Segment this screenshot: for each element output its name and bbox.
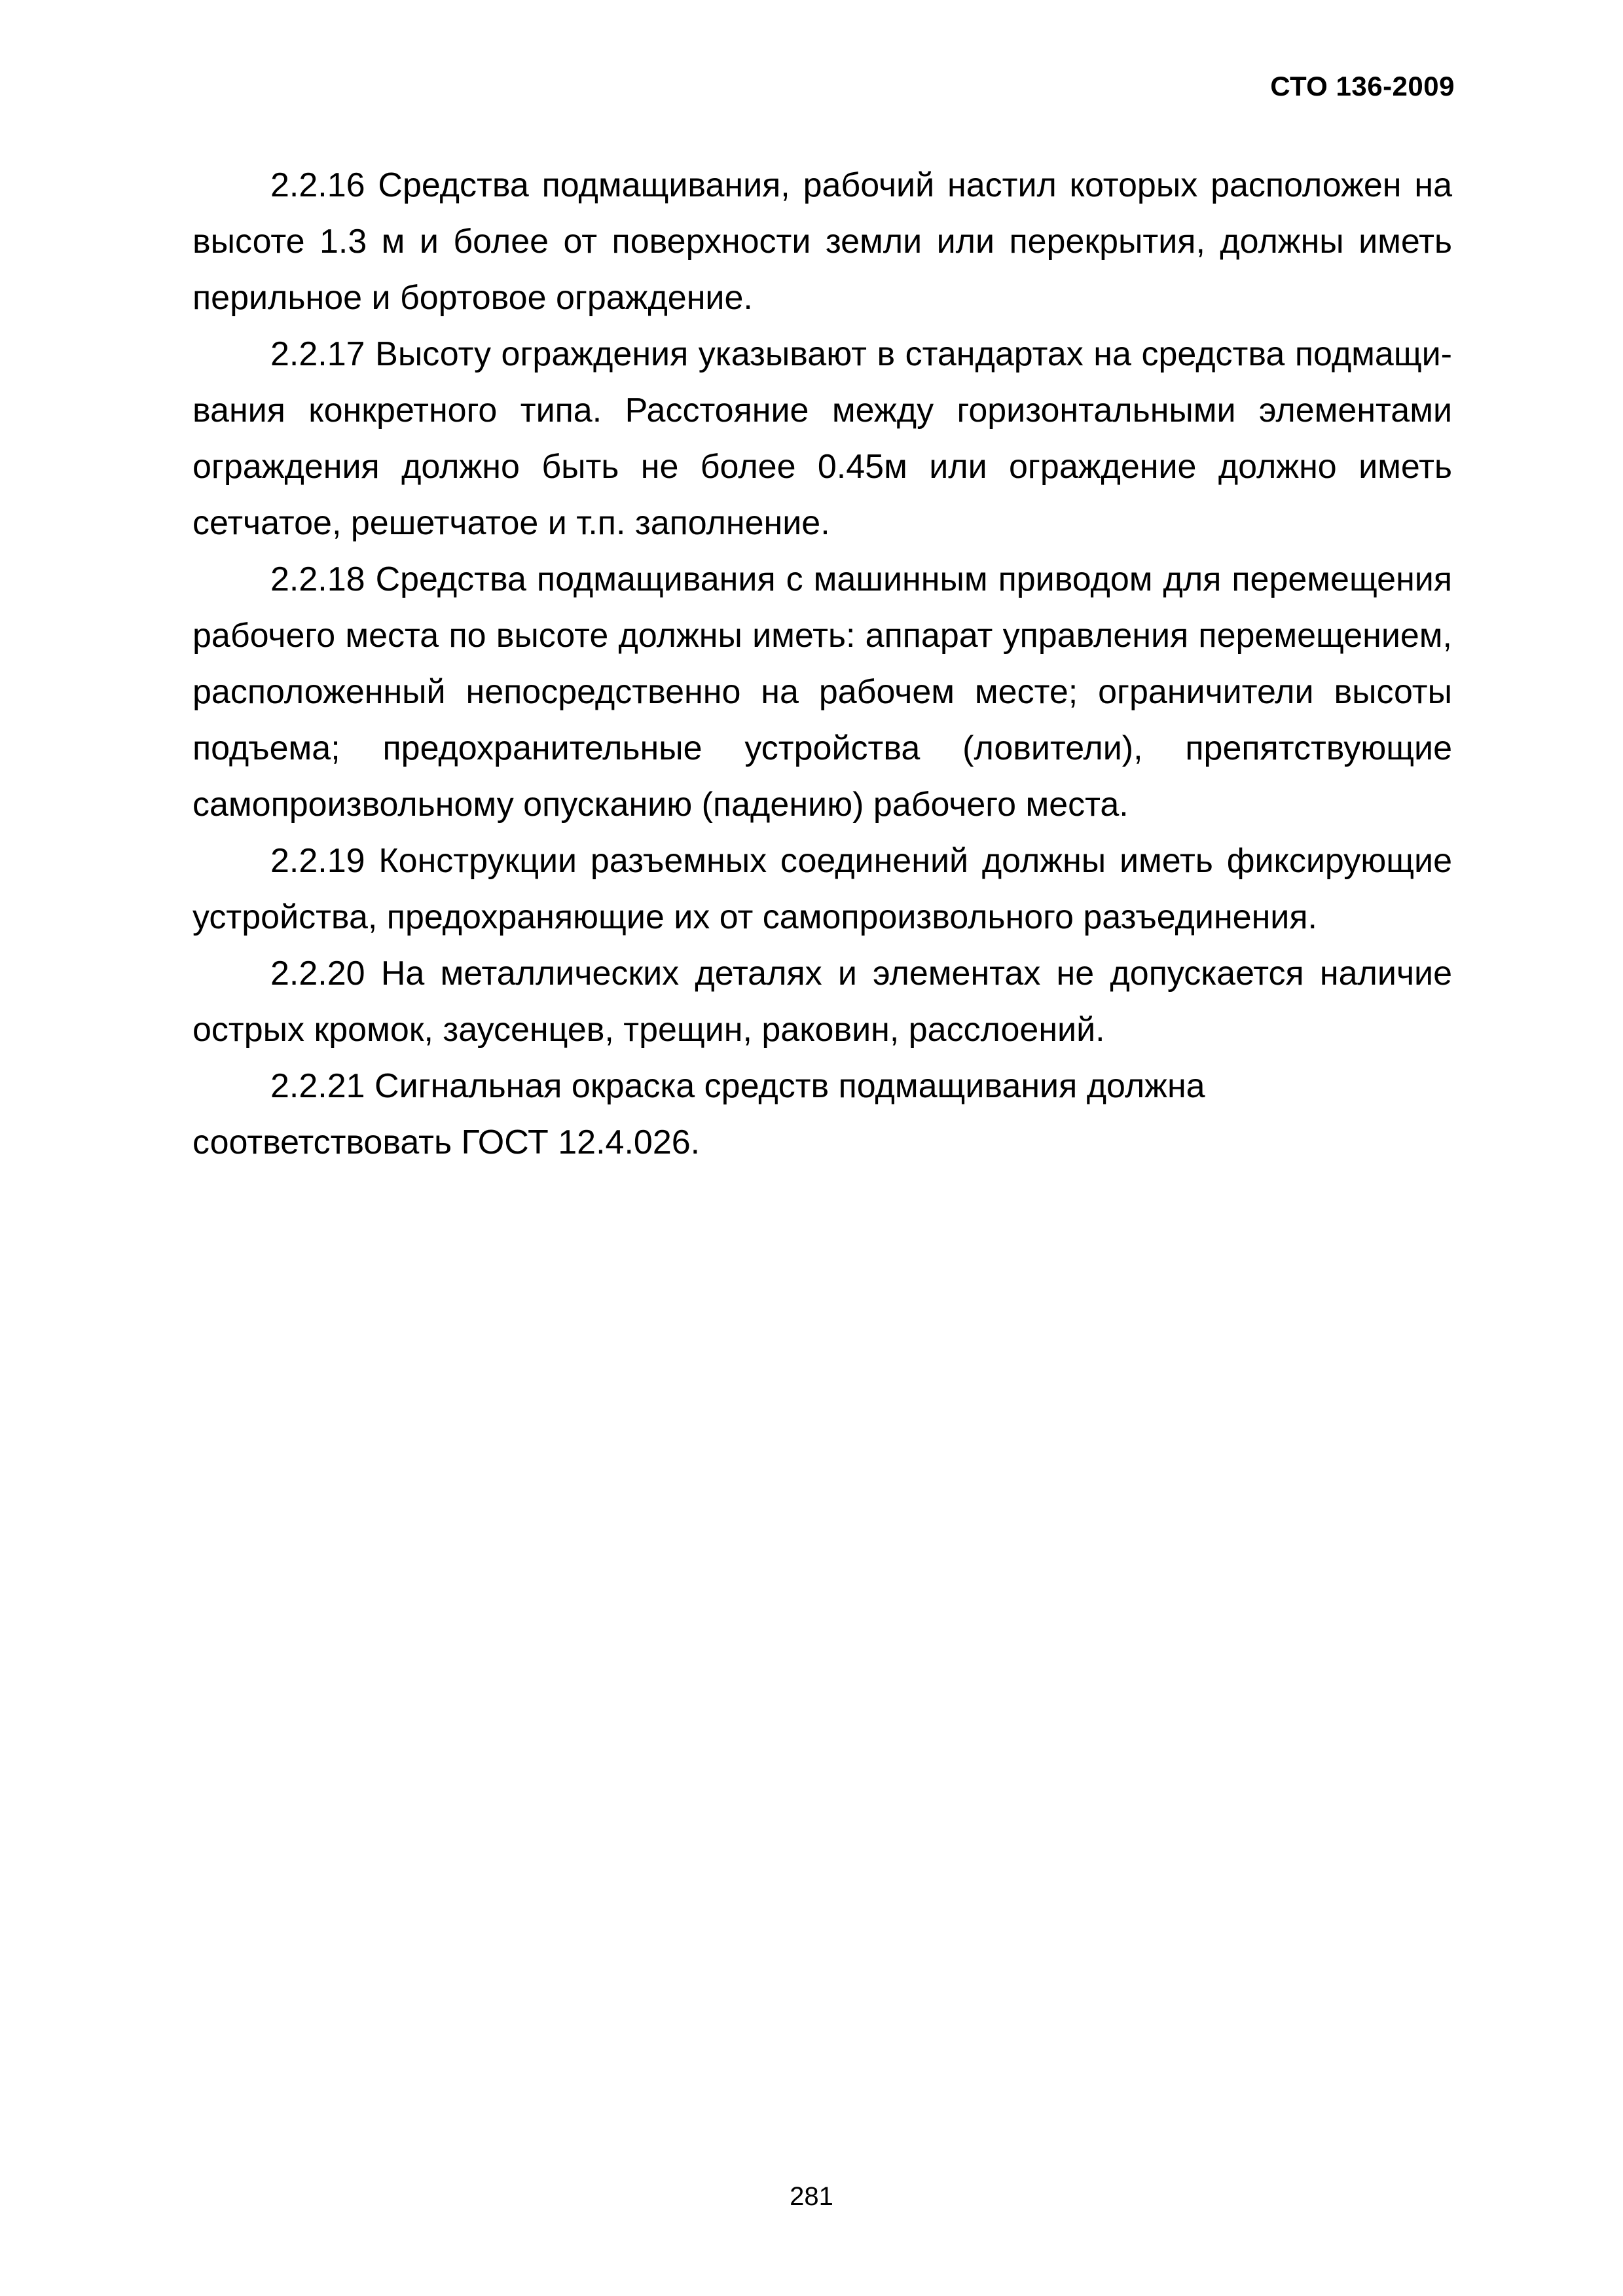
clause-2-2-21: 2.2.21 Сигнальная окраска средств подмащивания должна соответствовать ГОСТ 12.4.026. <box>192 1067 1205 1161</box>
document-body <box>192 157 1452 1171</box>
clause-2-2-16: 2.2.16 Средства подмащивания, рабочий настил которых расположен на высоте 1.3 м и более от поверхности земли или перекрытия, должны иметь перильное и бортовое ограждение. <box>192 166 1452 317</box>
clause-2-2-17: 2.2.17 Высоту ограждения указывают в стандартах на средства подмащивания конкретного типа. Расстояние между горизонтальными элементами ограждения должно быть не более 0.45м или ограждение должно иметь сетчатое, решетчатое и т.п. заполнение. <box>192 335 1452 542</box>
page-number: 281 <box>790 2182 833 2211</box>
clause-2-2-18: 2.2.18 Средства подмащивания с машинным приводом для перемещения рабочего места по высоте должны иметь: аппарат управления перемещением, расположенный непосредственно на рабочем месте; ограничители высоты подъема; предохранительные устройства (ловители), препятствующие самопроизвольному опусканию (падению) рабочего места. <box>192 560 1452 824</box>
document-code: СТО 136-2009 <box>1270 71 1455 101</box>
clause-2-2-20: 2.2.20 На металлических деталях и элементах не допускается наличие острых кромок, заусенцев, трещин, раковин, расслоений. <box>192 955 1452 1049</box>
clause-2-2-19: 2.2.19 Конструкции разъемных соединений должны иметь фиксирующие устройства, предохраняющие их от самопроизвольного разъединения. <box>192 842 1452 936</box>
